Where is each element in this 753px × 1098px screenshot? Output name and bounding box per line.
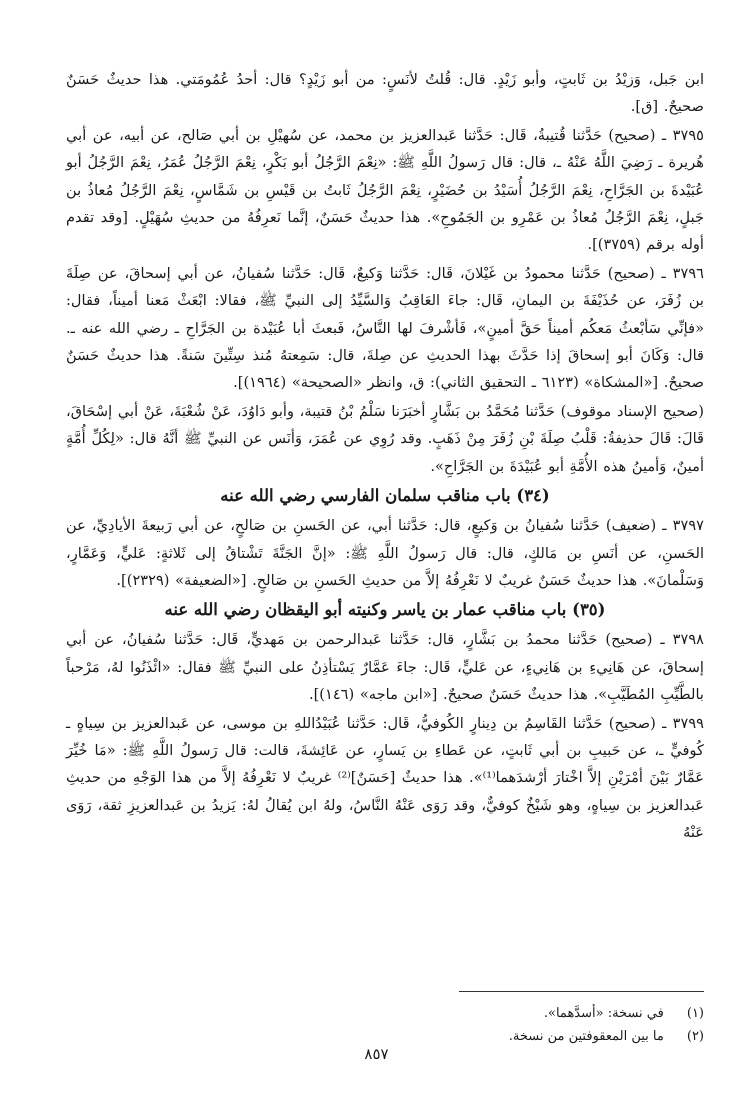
hadith-3795: ٣٧٩٥ ـ (صحيح) حَدَّثنا قُتيبةُ، قَال: حَدَّثنا عَبدالعزيز بن محمد، عن سُهيْلِ بن أبي صَالح، عن أبيه، عن أبي هُريرة ـ رَضِيَ اللَّهُ عَنْهُ ـ، قال: قال رَسولُ اللَّهِ ﷺ: «نِعْمَ الرَّجُلُ أبو بَكْرٍ، نِعْمَ الرَّجُلُ عُمَرُ، نِعْمَ الرَّجُلُ أبو عُبَيْدةَ بن الجَرَّاحِ، نِعْمَ الرَّجُلُ أُسَيْدُ بن حُضَيْرٍ، نِعْمَ الرَّجُلُ ثَابتُ بن قَيْسِ بن شَمَّاسٍ، نِعْمَ الرَّجُلُ مُعاذُ بن جَبلٍ، نِعْمَ الرَّجُلُ مُعاذُ بن عَمْرِو بن الجَمُوحِ». هذا حديثٌ حَسَنٌ، إنَّما نَعرِفُهُ من حديثِ سُهَيْلٍ. [وقد تقدم أوله برقم (٣٧٥٩)]. xyxy=(66,126,704,254)
footnote-number: (٢) xyxy=(686,1029,704,1044)
footnote-text: ما بين المعقوفتين من نسخة. xyxy=(508,1029,664,1044)
chapter-heading-34: (٣٤) باب مناقب سلمان الفارسي رضي الله عنه xyxy=(220,486,550,506)
footnotes xyxy=(66,1002,704,1048)
paragraph-continuation: ابن جَبل، وَزيْدُ بن ثَابتٍ، وأبو زَيْدٍ. قال: قُلتُ لأنَسٍ: من أبو زَيْدٍ؟ قال: أحدُ عُمُومَتي. هذا حديثٌ حَسَنٌ صحيحٌ. [ق]. xyxy=(66,71,704,116)
hadith-mawquf: (صحيح الإسناد موقوف) حَدَّثنا مُحَمَّدُ بن بَشَّارٍ أخبَرَنا سَلْمُ بْنُ قتيبة، وأبو دَاوُدَ، عَنْ شُعْبَةَ، عَنْ أبي إسْحَاقَ، قَالَ: قَالَ حذيفةُ: قَلْبُ صِلَةَ بْنِ زُفَرَ مِنْ ذَهَبٍ. وقد رُوِي عن عُمَرَ، وَأنَس عن النبيِّ ﷺ أنَّهُ قال: «لِكُلِّ أُمَّةٍ أمينٌ، وَأمينُ هذه الأُمَّةِ أبو عُبَيْدَةَ بن الجَرَّاحِ». xyxy=(66,402,704,475)
footnote-divider xyxy=(459,991,704,992)
page-number: ٨٥٧ xyxy=(364,1045,389,1063)
footnote-1 xyxy=(66,1002,704,1025)
footnote-number: (١) xyxy=(686,1006,704,1021)
chapter-heading-35: (٣٥) باب مناقب عمار بن ياسر وكنيته أبو اليقظان رضي الله عنه xyxy=(164,600,606,620)
hadith-3799: ٣٧٩٩ ـ (صحيح) حَدَّثنا القَاسِمُ بن دِينارٍ الكُوفيُّ، قَال: حَدَّثنا عُبَيْدُاللهِ بن موسى، عن عَبدالعزيز بن سِياهٍ ـ كُوفيٍّ ـ، عن حَبيبِ بن أبي ثَابتٍ، عن عَطاءِ بن يَسارٍ، عن عَائِشةَ، قالت: قال رَسولُ اللَّهِ ﷺ: «مَا خُيِّرَ عَمَّارٌ بَيْنَ أمْرَيْنِ إلاَّ اخْتارَ أرْشدَهما⁽¹⁾». هذا حديثٌ [حَسَنٌ]⁽²⁾ غريبٌ لا نَعْرِفُهُ إلاَّ من هذا الوَجْهِ من حديثِ عَبدالعزيز بن سِياهٍ، وهو شَيْخٌ كوفيٌّ، وقد رَوَى عَنْهُ النَّاسُ، ولهُ ابن يُقالُ لهُ: يَزيدُ بن عَبدالعزيزِ ثقة، رَوَى عَنْهُ xyxy=(66,714,704,842)
footnote-text: في نسخة: «أسدَّهما». xyxy=(543,1006,664,1021)
hadith-3797: ٣٧٩٧ ـ (ضعيف) حَدَّثنا سُفيانُ بن وَكيعٍ، قال: حَدَّثنا أبي، عن الحَسنِ بن صَالحٍ، عن أبي رَبيعةَ الأيادِيِّ، عن الحَسنِ، عن أنَسِ بن مَالكٍ، قال: قال رَسولُ اللَّهِ ﷺ: «إنَّ الجَنَّةَ تَشْتاقُ إلى ثَلاثةٍ: عَليٍّ، وَعَمَّارٍ، وَسَلْمانَ». هذا حديثٌ حَسَنٌ غريبٌ لا نَعْرِفُهُ إلاَّ من حديثِ الحَسنِ بن صَالحٍ. [«الضعيفة» (٢٣٢٩)]. xyxy=(66,517,704,589)
hadith-3796: ٣٧٩٦ ـ (صحيح) حَدَّثنا محمودُ بن غَيْلانَ، قَال: حَدَّثنا وَكيعٌ، قَال: حَدَّثنا سُفيانُ، عن أبي إسحاقَ، عن صِلَةَ بن زُفَرَ، عن حُذَيْفَةَ بن اليمانِ، قَال: جاءَ العَاقِبُ وَالسَّيِّدُ إلى النبيِّ ﷺ، فقالا: ابْعَثْ مَعنا أميناً، فقال: «فإنِّي سَأبْعثُ مَعكُم أميناً حَقَّ أمينٍ»، فَأشْرفَ لها النَّاسُ، فَبعثَ أبا عُبَيْدة بن الجَرَّاحِ ـ رضي الله عنه ـ. قال: وَكَانَ أبو إسحاقَ إذا حَدَّثَ بهذا الحديثِ عن صِلةَ، قال: سَمِعتهُ مُنذ سِتِّينَ سَنةً. هذا حديثٌ حَسَنٌ صحيحٌ. [«المشكاة» (٦١٢٣ ـ التحقيق الثاني): ق، وانظر «الصحيحة» (١٩٦٤)]. xyxy=(66,264,704,392)
page-body xyxy=(66,66,704,847)
hadith-3798: ٣٧٩٨ ـ (صحيح) حَدَّثنا محمدُ بن بَشَّارٍ، قال: حَدَّثنا عَبدالرحمن بن مَهديٍّ، قَال: حَدَّثنا سُفيانُ، عن أبي إسحاقَ، عن هَانِيءِ بن هَانِيءٍ، عن عَليٍّ، قَال: جاءَ عَمَّارٌ يَسْتأذِنُ على النبيِّ ﷺ فقال: «ائْذَنُوا لهُ، مَرْحباً بالطَّيِّبِ المُطَيَّبِ». هذا حديثٌ حَسَنٌ صحيحٌ. [«ابن ماجه» (١٤٦)]. xyxy=(66,631,704,704)
